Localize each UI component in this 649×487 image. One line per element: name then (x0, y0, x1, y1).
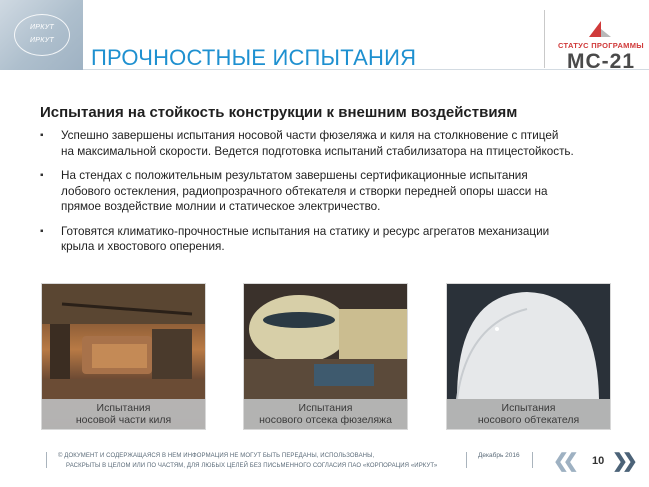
page-title: ПРОЧНОСТНЫЕ ИСПЫТАНИЯ (91, 45, 417, 70)
footer-divider (532, 452, 533, 468)
bullet-line: на максимальной скорости. Ведется подготовка испытаний стабилизатора на птицестойкость. (61, 144, 574, 158)
bullet-item (40, 128, 615, 159)
photo-radome-test (446, 283, 611, 430)
bullet-line: На стендах с положительным результатом завершены сертификационные испытания (61, 169, 528, 182)
caption-line: носового отсека фюзеляжа (259, 414, 392, 426)
disclaimer-line: РАСКРЫТЫ В ЦЕЛОМ ИЛИ ПО ЧАСТЯМ, ДЛЯ ЛЮБЫХ ЦЕЛЕЙ БЕЗ ПИСЬМЕННОГО СОГЛАСИЯ ПАО «КОРПОРАЦИЯ «ИРКУТ» (66, 463, 438, 469)
program-status-label: СТАТУС ПРОГРАММЫ (558, 41, 644, 50)
double-chevron-right-icon[interactable]: ❯❯ (612, 451, 632, 472)
bullet-item (40, 224, 615, 255)
caption-line: Испытания (96, 402, 151, 414)
logo-text-top: ИРКУТ (30, 24, 55, 31)
photo-fuselage-test (243, 283, 408, 430)
caption-line: носового обтекателя (477, 414, 580, 426)
bullet-line: Готовятся климатико-прочностные испытания на статику и ресурс агрегатов механизации (61, 224, 550, 238)
caption-line: Испытания (501, 402, 556, 414)
irkut-logo (0, 0, 83, 70)
footer-divider (46, 452, 47, 468)
section-subtitle: Испытания на стойкость конструкции к внешним воздействиям (40, 104, 518, 121)
photo-caption (244, 399, 407, 429)
logo-text-bottom: ИРКУТ (30, 37, 55, 44)
bullet-list (40, 128, 615, 264)
page-number: 10 (592, 455, 605, 467)
double-chevron-left-icon[interactable]: ❮❮ (553, 451, 573, 472)
caption-line: носовой части киля (75, 414, 172, 426)
bullet-item (40, 168, 615, 215)
logo-ring-icon (14, 14, 70, 56)
footer-disclaimer (58, 451, 437, 471)
disclaimer-line: © ДОКУМЕНТ И СОДЕРЖАЩАЯСЯ В НЕМ ИНФОРМАЦИЯ НЕ МОГУТ БЫТЬ ПЕРЕДАНЫ, ИСПОЛЬЗОВАНЫ, (58, 453, 375, 459)
program-divider (544, 10, 545, 68)
photo-caption (42, 399, 205, 429)
footer-divider (466, 452, 467, 468)
bullet-line: прямое воздействие молнии и статическое электричество. (61, 200, 381, 213)
bullet-line: крыла и хвостового оперения. (61, 240, 225, 253)
footer-date: Декабрь 2016 (478, 452, 520, 459)
program-name: МС-21 (567, 50, 636, 73)
program-logo-icon (587, 19, 613, 39)
caption-line: Испытания (298, 402, 353, 414)
bullet-line: Успешно завершены испытания носовой части фюзеляжа и киля на столкновение с птицей (61, 129, 559, 142)
photo-caption (447, 399, 610, 429)
photo-fin-test (41, 283, 206, 430)
bullet-line: лобового остекления, радиопрозрачного обтекателя и створки передней опоры шасси на (61, 184, 548, 198)
